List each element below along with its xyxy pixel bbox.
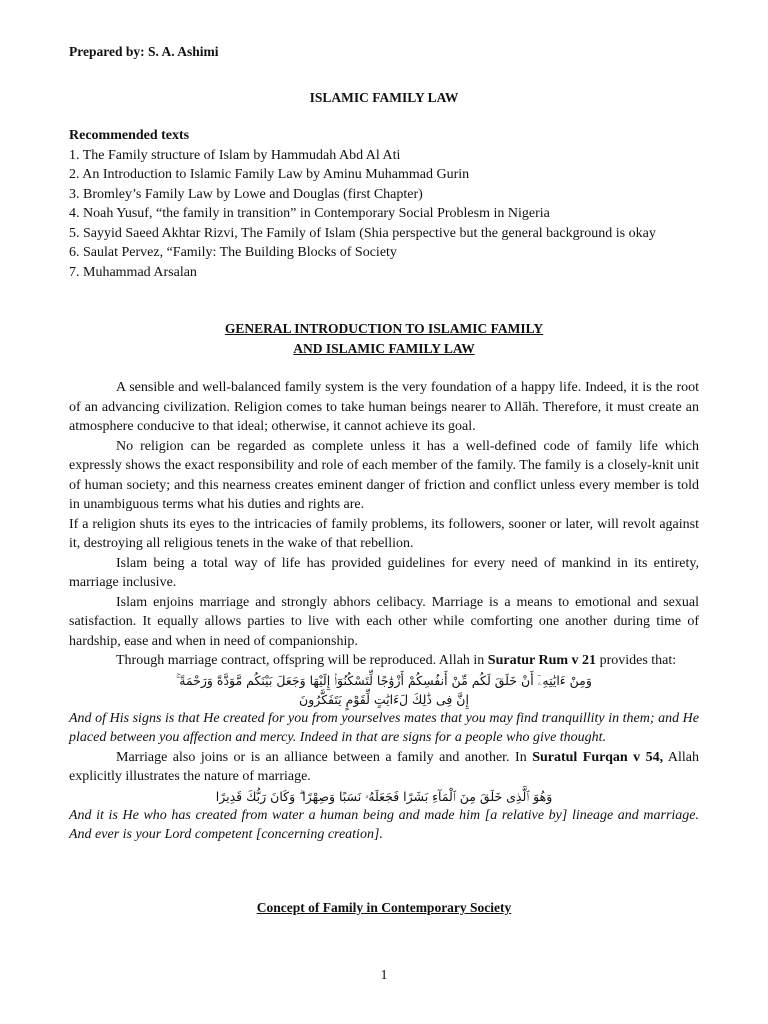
arabic-verse: وَمِنْ ءَايَٰتِهِۦٓ أَنْ خَلَقَ لَكُم مِّنْ أَنفُسِكُمْ أَزْوَٰجًا لِّتَسْكُنُوٓا۟ إِلَيْهَا وَجَعَلَ بَيْنَكُم مَّوَدَّةً وَرَحْمَةً ۚ — [176, 672, 592, 688]
page-number: 1 — [380, 968, 388, 983]
paragraph: If a religion shuts its eyes to the intricacies of family problems, its followers, sooner or later, will revolt against it, destroying all religious tenets in the wake of that rebellion. — [69, 516, 699, 551]
verse-translation: And it is He who has created from water a human being and made him [a relative by] lineage and marriage. And ever is your Lord competent [concerning creation]. — [69, 807, 699, 842]
paragraph — [69, 651, 699, 671]
recommended-item: 1. The Family structure of Islam by Hammudah Abd Al Ati — [69, 147, 401, 163]
recommended-item: 5. Sayyid Saeed Akhtar Rizvi, The Family of Islam (Shia perspective but the general background is okay — [69, 225, 656, 241]
arabic-verse: إِنَّ فِى ذَٰلِكَ لَءَايَٰتٍ لِّقَوْمٍ يَتَفَكَّرُونَ — [299, 691, 469, 707]
paragraph-text: Allah explicitly illustrates the nature of marriage. — [69, 749, 699, 784]
paragraph: Islam enjoins marriage and strongly abhors celibacy. Marriage is a means to emotional and sexual satisfaction. It equally allows parties to live with each other while comforting one another during time of hardship, ease and when in need of companionship. — [69, 594, 699, 649]
section-heading — [69, 319, 699, 359]
recommended-item: 4. Noah Yusuf, “the family in transition” in Contemporary Social Problesm in Nigeria — [69, 206, 550, 221]
recommended-item: 2. An Introduction to Islamic Family Law by Aminu Muhammad Gurin — [69, 167, 470, 182]
body-text — [69, 378, 699, 845]
paragraph: Islam being a total way of life has provided guidelines for every need of mankind in its entirety, marriage inclusive. — [69, 555, 699, 590]
document-title: ISLAMIC FAMILY LAW — [309, 90, 459, 105]
recommended-texts — [69, 126, 699, 282]
recommended-heading: Recommended texts — [69, 128, 190, 143]
paragraph — [69, 748, 699, 787]
arabic-verse: وَهُوَ ٱلَّذِى خَلَقَ مِنَ ٱلْمَآءِ بَشَرًا فَجَعَلَهُۥ نَسَبًا وَصِهْرًا ۗ وَكَانَ رَبُّكَ قَدِيرًا — [215, 788, 553, 804]
paragraph-text: Marriage also joins or is an alliance between a family and another. In — [116, 749, 533, 765]
recommended-item: 3. Bromley’s Family Law by Lowe and Douglas (first Chapter) — [69, 186, 423, 202]
verse-reference: Suratur Rum v 21 — [487, 653, 597, 668]
verse-reference: Suratul Furqan v 54, — [532, 749, 664, 765]
section-heading-line1: GENERAL INTRODUCTION TO ISLAMIC FAMILY — [224, 321, 544, 336]
section-heading-line2: AND ISLAMIC FAMILY LAW — [293, 341, 475, 356]
paragraph: No religion can be regarded as complete unless it has a well-defined code of family life which expressly shows the exact responsibility and role of each member of the family. The family is a closely-knit unit of human society; and this nearness creates eminent danger of friction and conflict unless every member is told in unambiguous terms what his duties and rights are. — [69, 438, 699, 512]
paragraph-text: provides that: — [596, 653, 677, 668]
concept-heading: Concept of Family in Contemporary Society — [256, 900, 512, 915]
recommended-item: 7. Muhammad Arsalan — [69, 264, 197, 280]
recommended-item: 6. Saulat Pervez, “Family: The Building Blocks of Society — [69, 245, 397, 260]
prepared-by: Prepared by: S. A. Ashimi — [69, 44, 219, 59]
verse-translation: And of His signs is that He created for you from yourselves mates that you may find tranquillity in them; and He placed between you affection and mercy. Indeed in that are signs for a people who give thought. — [69, 710, 699, 745]
paragraph-text: Through marriage contract, offspring will be reproduced. Allah in — [116, 653, 488, 668]
paragraph: A sensible and well-balanced family system is the very foundation of a happy life. Indeed, it is the root of an advancing civilization. Religion comes to take human beings nearer to Allāh. Therefore, it must create an atmosphere conducive to that ideal; otherwise, it cannot achieve its goal. — [69, 380, 699, 434]
